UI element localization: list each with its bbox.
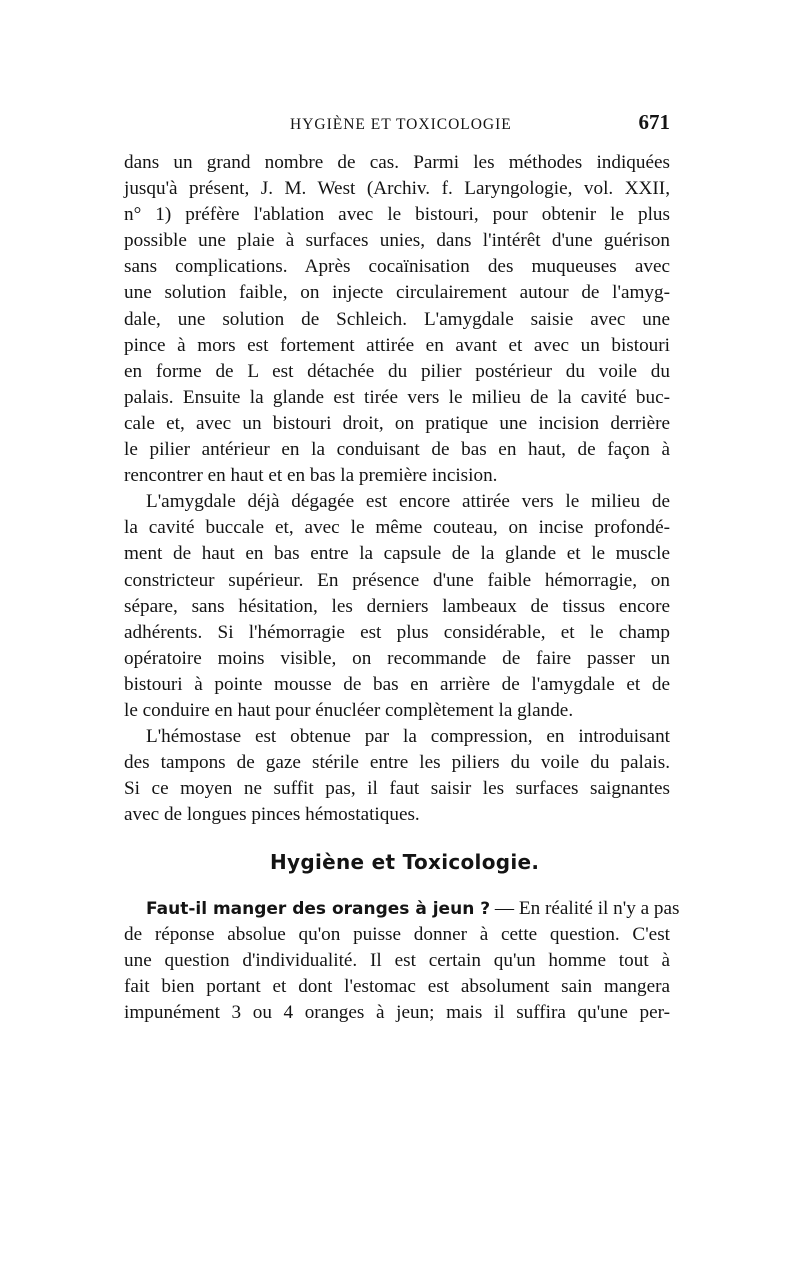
text-line: fait bien portant et dont l'estomac est absolument sain mangera [124, 976, 670, 998]
runin-heading: Faut-il manger des oranges à jeun ? [146, 899, 491, 919]
paragraph-start-line: L'amygdale déjà dégagée est encore attirée vers le milieu de [146, 491, 670, 513]
text-line: sans complications. Après cocaïnisation des muqueuses avec [124, 256, 670, 278]
text-line: adhérents. Si l'hémorragie est plus considérable, et le champ [124, 621, 670, 643]
text-line: cale et, avec un bistouri droit, on pratique une incision derrière [124, 412, 670, 434]
text-line: dans un grand nombre de cas. Parmi les méthodes indiquées [124, 152, 670, 173]
text-line: pince à mors est fortement attirée en avant et avec un bistouri [124, 334, 670, 356]
page-number: 671 [638, 110, 670, 134]
article-body [124, 150, 670, 828]
section-body [124, 896, 680, 1026]
text-line: constricteur supérieur. En présence d'une faible hémorragie, on [124, 569, 670, 591]
text-line: des tampons de gaze stérile entre les piliers du voile du palais. [124, 752, 670, 774]
text-line: n° 1) préfère l'ablation avec le bistouri, pour obtenir le plus [124, 204, 670, 226]
text-line: possible une plaie à surfaces unies, dans l'intérêt d'une guérison [124, 230, 670, 252]
text-line: une solution faible, on injecte circulairement autour de l'amyg- [124, 282, 670, 304]
text-line: en forme de L est détachée du pilier postérieur du voile du [124, 360, 670, 382]
running-head: HYGIÈNE ET TOXICOLOGIE [290, 116, 512, 133]
text-line: avec de longues pinces hémostatiques. [124, 804, 420, 826]
text-line: dale, une solution de Schleich. L'amygdale saisie avec une [124, 308, 670, 330]
text-line: opératoire moins visible, on recommande de faire passer un [124, 647, 670, 669]
text-line: une question d'individualité. Il est certain qu'un homme tout à [124, 950, 670, 972]
text-line: bistouri à pointe mousse de bas en arrière de l'amygdale et de [124, 673, 670, 695]
text-line: Si ce moyen ne suffit pas, il faut saisir les surfaces saignantes [124, 778, 670, 800]
text-line: rencontrer en haut et en bas la première incision. [124, 465, 498, 487]
section-title: Hygiène et Toxicologie. [270, 850, 540, 874]
text-line: de réponse absolue qu'on puisse donner à cette question. C'est [124, 924, 670, 946]
text-line: le pilier antérieur en la conduisant de bas en haut, de façon à [124, 439, 670, 461]
paragraph-start-line: L'hémostase est obtenue par la compression, en introduisant [146, 726, 670, 748]
text-line: le conduire en haut pour énucléer complètement la glande. [124, 699, 574, 721]
runin-line [124, 896, 680, 922]
text-line: sépare, sans hésitation, les derniers lambeaux de tissus encore [124, 595, 670, 617]
text-line: impunément 3 ou 4 oranges à jeun; mais il suffira qu'une per- [124, 1002, 670, 1024]
text-line: palais. Ensuite la glande est tirée vers le milieu de la cavité buc- [124, 386, 670, 408]
text-line: la cavité buccale et, avec le même couteau, on incise profondé- [124, 517, 670, 539]
text-line: jusqu'à présent, J. M. West (Archiv. f. Laryngologie, vol. XXII, [124, 178, 670, 200]
text-line: ment de haut en bas entre la capsule de la glande et le muscle [124, 543, 670, 565]
page-header [124, 110, 670, 144]
runin-continuation: — En réalité il n'y a pas [490, 898, 680, 919]
